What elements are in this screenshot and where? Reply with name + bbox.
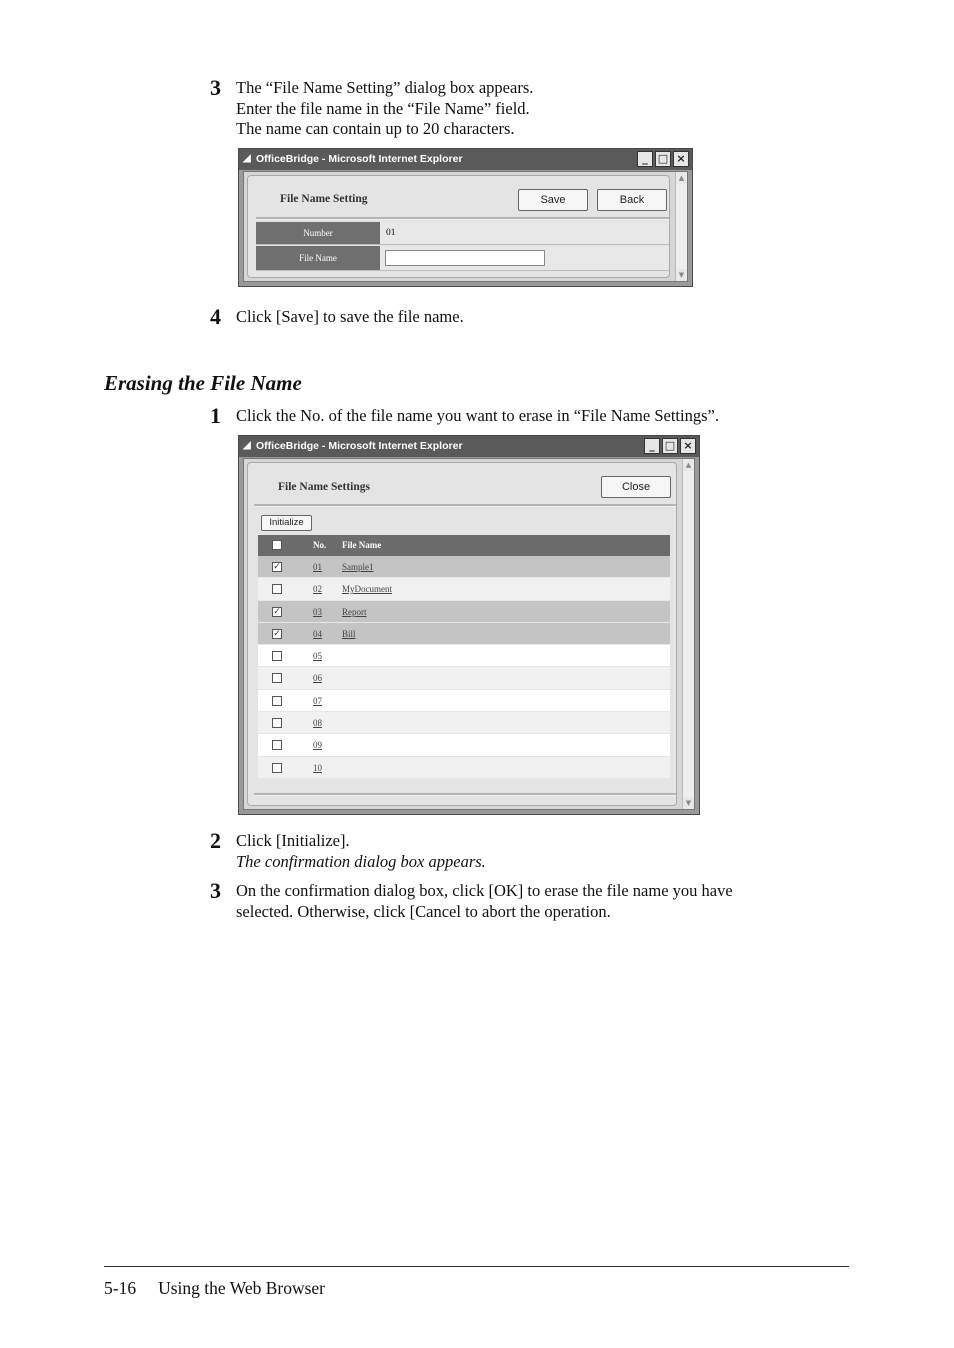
divider xyxy=(254,793,676,796)
file-no-link[interactable]: 08 xyxy=(313,718,322,729)
file-no-link[interactable]: 09 xyxy=(313,740,322,751)
scroll-down-icon[interactable]: ▼ xyxy=(676,269,687,281)
step-line: Enter the file name in the “File Name” field. xyxy=(236,98,530,118)
file-no-link[interactable]: 05 xyxy=(313,651,322,662)
step-result-line: The confirmation dialog box appears. xyxy=(236,851,486,871)
page-title: File Name Setting xyxy=(280,193,368,205)
divider xyxy=(256,217,669,220)
step-number: 2 xyxy=(210,828,221,853)
window-titlebar xyxy=(239,149,692,170)
window-titlebar xyxy=(239,436,699,457)
minimize-icon[interactable]: _ xyxy=(644,438,660,454)
row-checkbox[interactable] xyxy=(272,584,282,594)
row-checkbox[interactable] xyxy=(272,696,282,706)
page-panel xyxy=(247,175,670,278)
step-number: 3 xyxy=(210,878,221,903)
select-all-checkbox[interactable] xyxy=(272,540,282,550)
step-line: On the confirmation dialog box, click [OK] to erase the file name you have xyxy=(236,881,733,900)
close-button[interactable]: Close xyxy=(601,476,671,498)
step-line: Click the No. of the file name you want to erase in “File Name Settings”. xyxy=(236,406,719,425)
file-name-link[interactable]: Bill xyxy=(342,628,356,639)
window-title: OfficeBridge - Microsoft Internet Explorer xyxy=(256,440,463,452)
table-row xyxy=(258,556,670,578)
file-no-link[interactable]: 07 xyxy=(313,695,322,706)
table-row xyxy=(258,578,670,600)
file-no-link[interactable]: 01 xyxy=(313,562,322,572)
scroll-up-icon[interactable]: ▲ xyxy=(676,172,687,184)
scroll-up-icon[interactable]: ▲ xyxy=(683,459,694,471)
row-checkbox[interactable]: ✓ xyxy=(273,606,281,617)
table-row xyxy=(258,712,670,734)
minimize-icon[interactable]: _ xyxy=(637,151,653,167)
row-checkbox[interactable]: ✓ xyxy=(273,628,281,639)
filename-label: File Name xyxy=(256,246,380,271)
file-name-link[interactable]: Sample1 xyxy=(342,562,374,572)
table-row xyxy=(258,645,670,667)
vertical-scrollbar[interactable] xyxy=(682,459,694,809)
footer-rule xyxy=(104,1266,849,1267)
row-checkbox[interactable] xyxy=(272,651,282,661)
table-row xyxy=(258,734,670,756)
vertical-scrollbar[interactable] xyxy=(675,172,687,281)
table-row xyxy=(258,690,670,712)
page-number: 5-16 xyxy=(104,1278,137,1298)
page-title: File Name Settings xyxy=(278,481,370,493)
row-checkbox[interactable]: ✓ xyxy=(273,562,281,572)
browser-window-file-name-setting xyxy=(238,148,693,287)
close-icon[interactable]: × xyxy=(680,438,696,454)
section-heading: Erasing the File Name xyxy=(104,371,302,395)
ie-icon: ◢ xyxy=(243,153,251,164)
file-no-link[interactable]: 04 xyxy=(313,628,322,639)
back-button[interactable]: Back xyxy=(597,189,667,211)
step-line: The name can contain up to 20 characters. xyxy=(236,119,515,138)
col-no-header: No. xyxy=(313,540,327,550)
number-value: 01 xyxy=(380,222,669,245)
row-checkbox[interactable] xyxy=(272,718,282,728)
file-name-link[interactable]: MyDocument xyxy=(342,584,392,595)
browser-content xyxy=(243,171,688,282)
table-row xyxy=(258,623,670,645)
filename-input[interactable] xyxy=(385,250,545,266)
close-icon[interactable]: × xyxy=(673,151,689,167)
step-number: 3 xyxy=(210,75,221,100)
step-line: Click [Initialize]. xyxy=(236,831,350,850)
row-checkbox[interactable] xyxy=(272,740,282,750)
initialize-button[interactable]: Initialize xyxy=(261,515,312,531)
divider xyxy=(254,504,676,507)
table-row xyxy=(258,667,670,689)
file-no-link[interactable]: 03 xyxy=(313,606,322,617)
table-row xyxy=(258,757,670,779)
step-number: 4 xyxy=(210,304,221,329)
window-title: OfficeBridge - Microsoft Internet Explorer xyxy=(256,153,463,165)
file-no-link[interactable]: 10 xyxy=(313,762,322,773)
step-line: selected. Otherwise, click [Cancel to abort the operation. xyxy=(236,901,611,921)
row-checkbox[interactable] xyxy=(272,763,282,773)
footer-section: Using the Web Browser xyxy=(158,1278,326,1298)
row-checkbox[interactable] xyxy=(272,673,282,683)
file-name-link[interactable]: Report xyxy=(342,606,367,617)
page-footer xyxy=(104,1278,347,1299)
table-row xyxy=(258,601,670,623)
ie-icon: ◢ xyxy=(243,440,251,451)
col-filename-header: File Name xyxy=(342,540,382,550)
save-button[interactable]: Save xyxy=(518,189,588,211)
number-label: Number xyxy=(256,222,380,245)
table-header xyxy=(258,535,670,556)
maximize-icon[interactable]: □ xyxy=(662,438,678,454)
file-no-link[interactable]: 02 xyxy=(313,584,322,595)
file-name-table xyxy=(258,535,670,779)
step-number: 1 xyxy=(210,403,221,428)
file-no-link[interactable]: 06 xyxy=(313,673,322,684)
maximize-icon[interactable]: □ xyxy=(655,151,671,167)
step-line: The “File Name Setting” dialog box appears. xyxy=(236,78,534,97)
step-line: Click [Save] to save the file name. xyxy=(236,307,464,326)
scroll-down-icon[interactable]: ▼ xyxy=(683,797,694,809)
